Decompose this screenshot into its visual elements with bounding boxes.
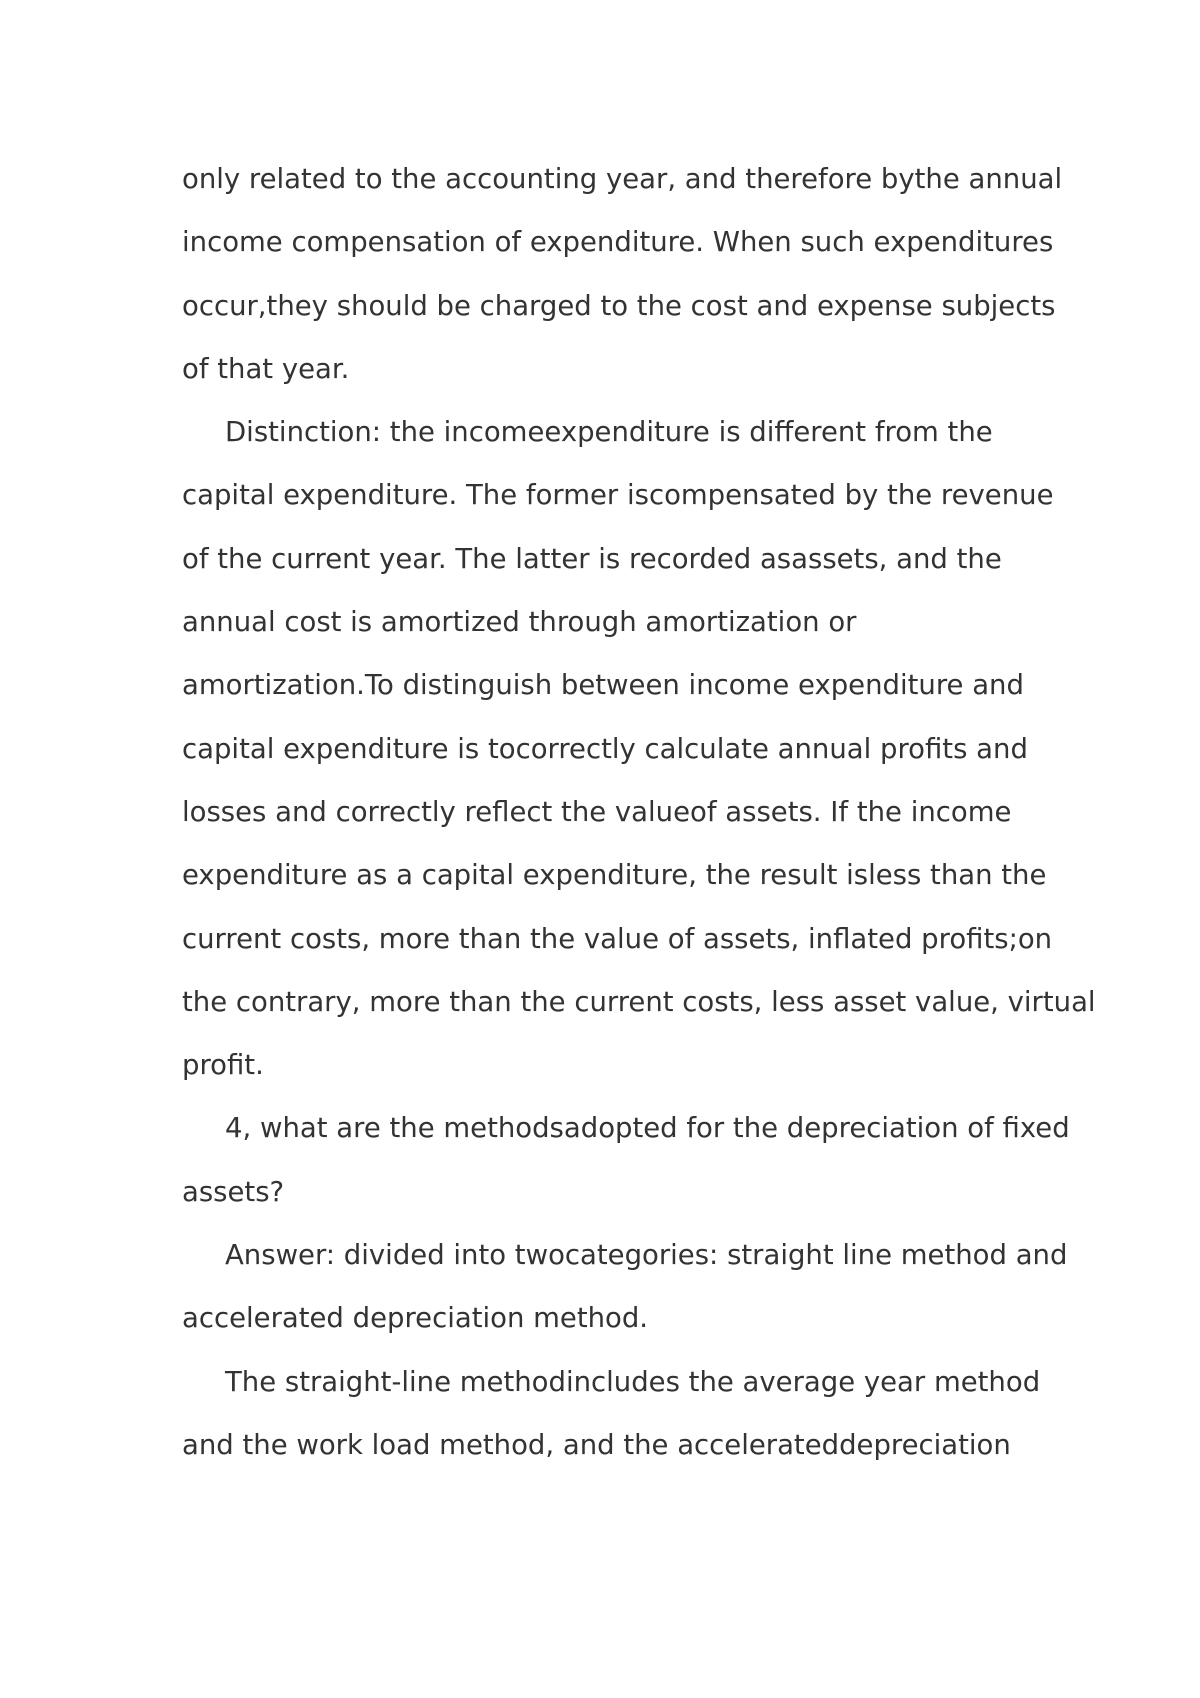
text-line: accelerated depreciation method.: [182, 1302, 649, 1335]
text-line: the contrary, more than the current costs, less asset value, virtual: [182, 985, 1096, 1018]
text-line: capital expenditure is tocorrectly calculate annual profits and: [182, 732, 1028, 765]
text-line: annual cost is amortized through amortization or: [182, 606, 857, 639]
text-line: current costs, more than the value of assets, inflated profits;on: [182, 922, 1053, 955]
text-line: only related to the accounting year, and therefore bythe annual: [182, 163, 1063, 195]
question-line: 4, what are the methodsadopted for the depreciation of fixed: [225, 1112, 1070, 1145]
answer-line: Answer: divided into twocategories: straight line method and: [225, 1239, 1068, 1272]
text-line: assets?: [182, 1175, 285, 1208]
body-text: [182, 148, 1096, 1477]
paragraph-start-line: Distinction: the incomeexpenditure is different from the: [225, 416, 993, 449]
text-line: profit.: [182, 1049, 264, 1082]
text-line: income compensation of expenditure. When such expenditures: [182, 226, 1054, 259]
text-line: occur,they should be charged to the cost and expense subjects: [182, 289, 1056, 322]
text-line: of that year.: [182, 352, 350, 385]
text-line: amortization.To distinguish between income expenditure and: [182, 669, 1024, 702]
text-line: losses and correctly reflect the valueof assets. If the income: [182, 795, 1012, 828]
text-line: capital expenditure. The former iscompensated by the revenue: [182, 479, 1054, 512]
paragraph-start-line: The straight-line methodincludes the average year method: [225, 1365, 1041, 1398]
text-line: and the work load method, and the accelerateddepreciation: [182, 1428, 1011, 1461]
text-line: of the current year. The latter is recorded asassets, and the: [182, 542, 1002, 575]
text-line: expenditure as a capital expenditure, the result isless than the: [182, 859, 1047, 892]
